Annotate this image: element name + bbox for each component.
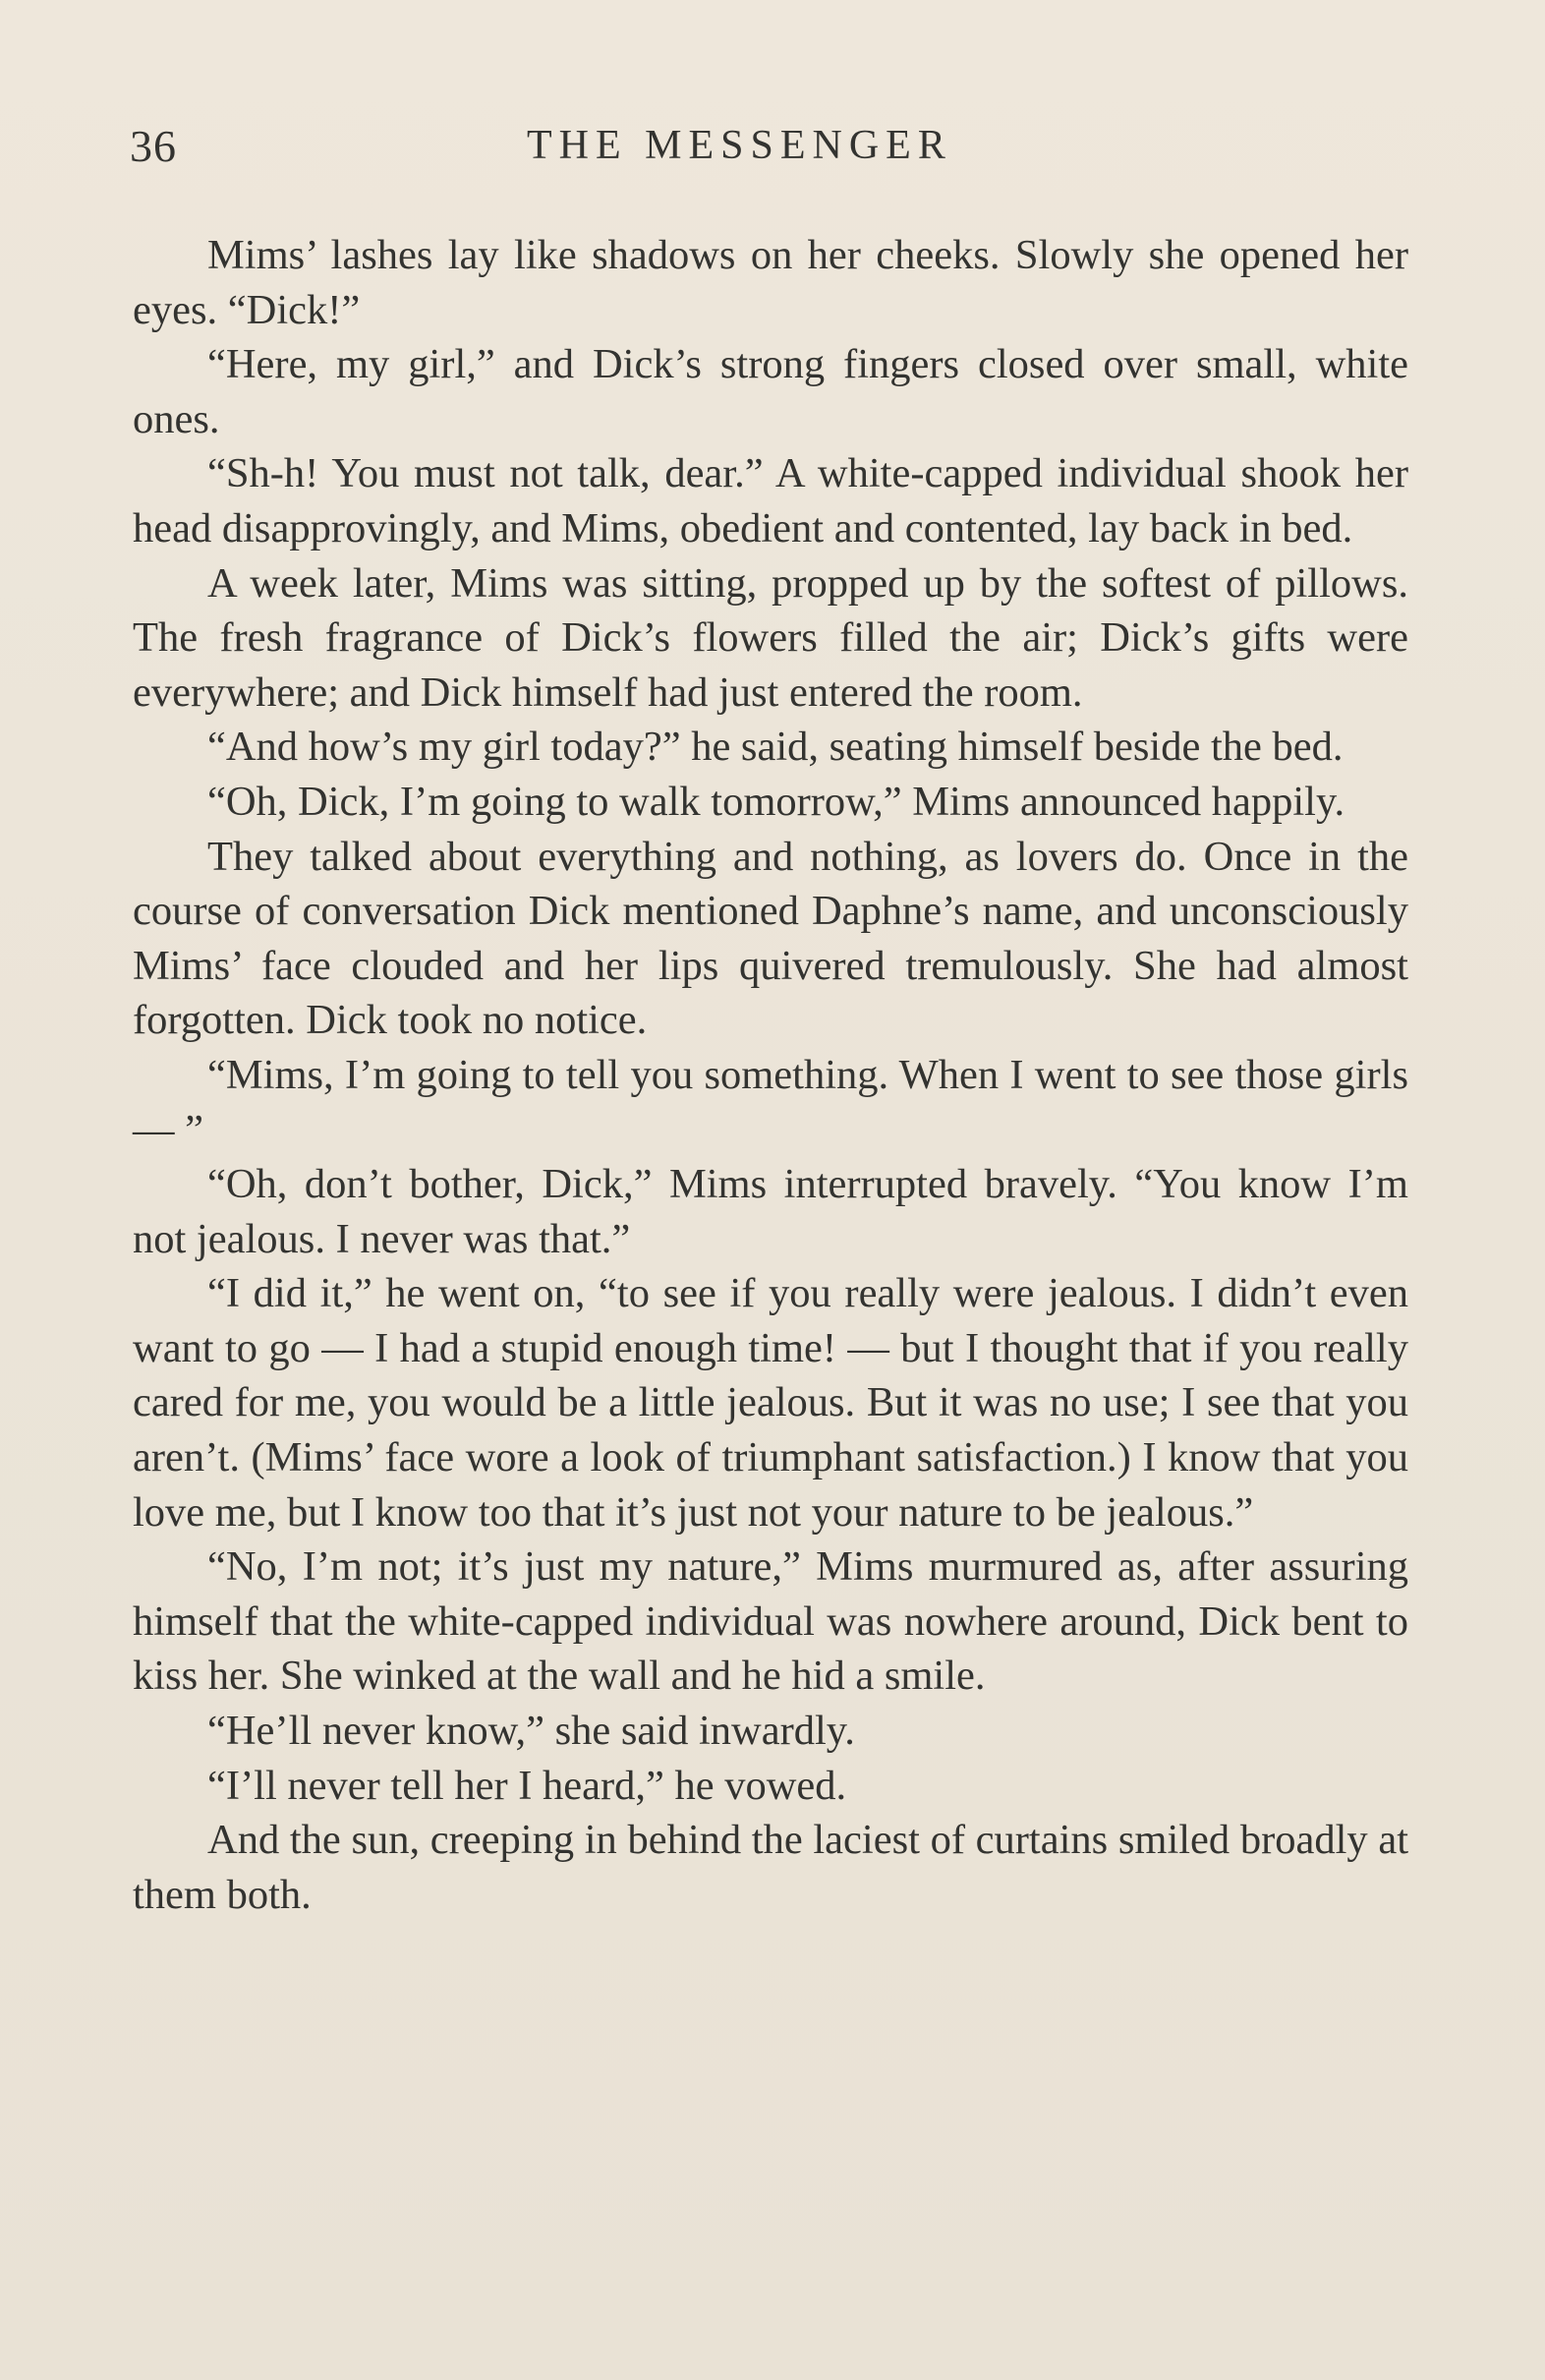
paragraph: They talked about everything and nothing, as lovers do. Once in the course of conversation Dick mentioned Daphne’s name, and unconsciously Mims’ face clouded and her lips quivered tremulously. She had almost forgotten. Dick took no notice. — [133, 833, 1408, 1044]
paragraph: “Here, my girl,” and Dick’s strong fingers closed over small, white ones. — [133, 341, 1408, 442]
page-number: 36 — [130, 121, 177, 171]
paragraph: “Sh-h! You must not talk, dear.” A white-capped individual shook her head disapprovingly, and Mims, obedient and contented, lay back in bed. — [133, 450, 1408, 551]
paragraph: “Mims, I’m going to tell you something. When I went to see those girls — ” — [133, 1051, 1408, 1153]
paragraph: “Oh, don’t bother, Dick,” Mims interrupted bravely. “You know I’m not jealous. I never was that.” — [133, 1161, 1408, 1262]
paragraph: Mims’ lashes lay like shadows on her cheeks. Slowly she opened her eyes. “Dick!” — [133, 232, 1408, 333]
paragraph: “He’ll never know,” she said inwardly. — [207, 1708, 855, 1755]
paragraph: “I did it,” he went on, “to see if you really were jealous. I didn’t even want to go — I had a stupid enough time! — but I thought that if you really cared for me, you would be a little jealous. But it was no use; I see that you aren’t. (Mims’ face wore a look of triumphant satisfaction.) I know that you love me, but I know too that it’s just not your nature to be jealous.” — [133, 1270, 1408, 1536]
running-head — [130, 120, 1417, 179]
paragraph: And the sun, creeping in behind the laciest of curtains smiled broadly at them both. — [133, 1817, 1408, 1918]
body-text — [133, 228, 1408, 1922]
paragraph: A week later, Mims was sitting, propped up by the softest of pillows. The fresh fragrance of Dick’s flowers filled the air; Dick’s gifts were everywhere; and Dick himself had just entered the room. — [133, 559, 1408, 716]
paragraph: “And how’s my girl today?” he said, seating himself beside the bed. — [207, 724, 1344, 771]
paragraph: “I’ll never tell her I heard,” he vowed. — [207, 1762, 847, 1809]
paragraph: “Oh, Dick, I’m going to walk tomorrow,” Mims announced happily. — [207, 778, 1345, 825]
paragraph: “No, I’m not; it’s just my nature,” Mims murmured as, after assuring himself that the white-capped individual was nowhere around, Dick bent to kiss her. She winked at the wall and he hid a smile. — [133, 1543, 1408, 1700]
running-title: THE MESSENGER — [527, 123, 952, 168]
